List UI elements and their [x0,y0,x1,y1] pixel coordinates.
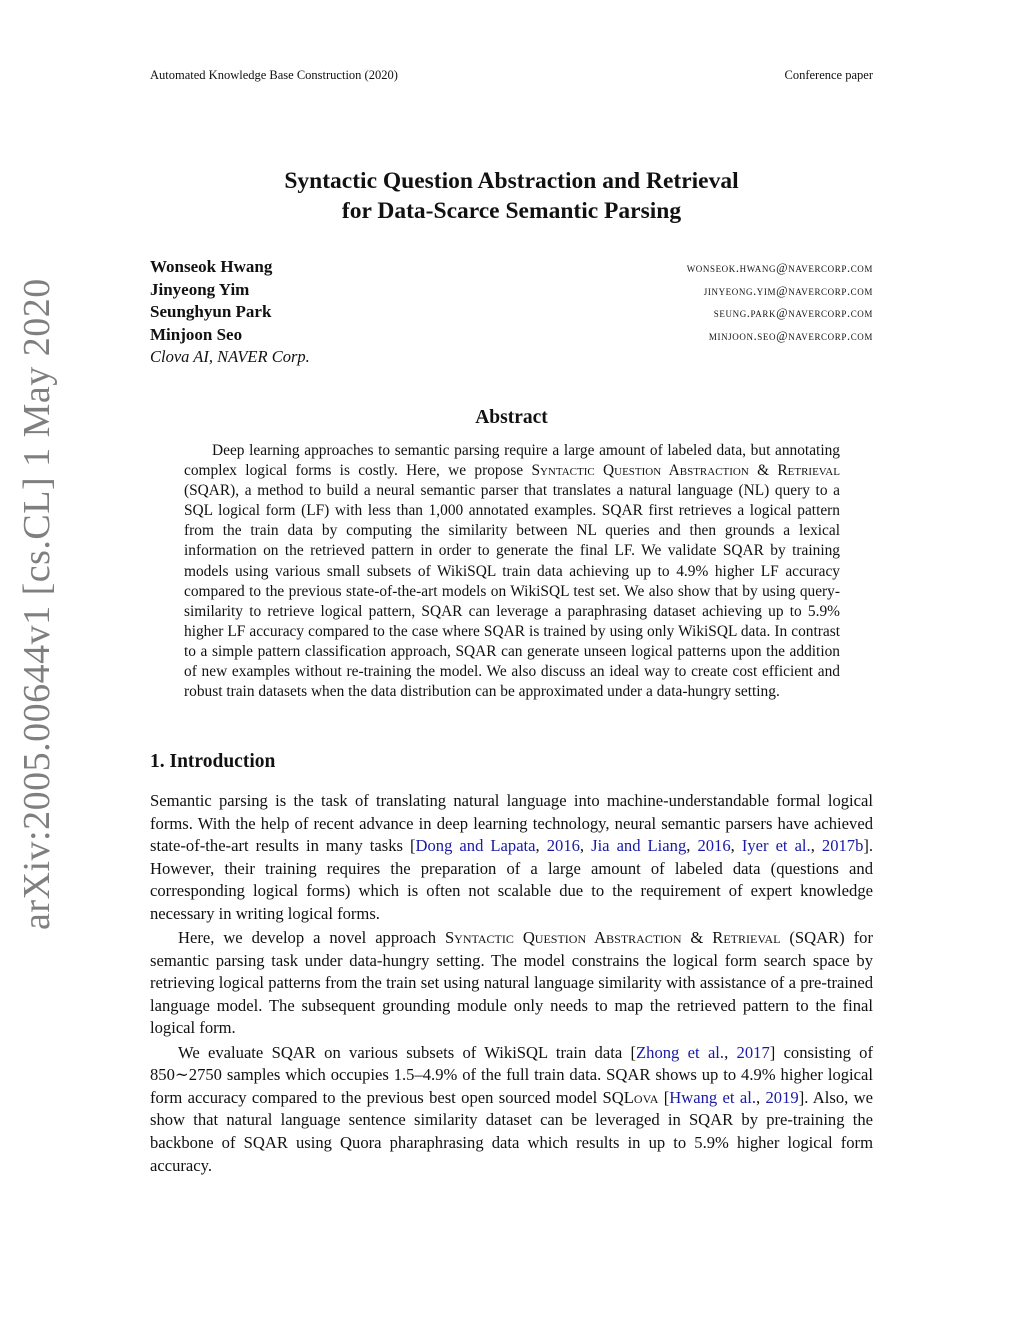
text-run: , [686,836,698,856]
author-email: minjoon.seo@navercorp.com [708,328,873,343]
author-email: jinyeong.yim@navercorp.com [703,283,873,298]
citation-link[interactable]: Iyer et al. [741,836,811,856]
citation-year-link[interactable]: 2016 [546,836,580,856]
author-email: seung.park@navercorp.com [713,306,873,320]
author-row [150,302,873,325]
affiliation: Clova AI, NAVER Corp. [150,347,310,366]
running-head-venue: Automated Knowledge Base Construction (2020) [150,68,398,82]
text-run: [ [658,1087,670,1107]
abstract-text [184,441,840,702]
text-run: , [810,836,822,856]
text-run: ] consisting of 850∼2750 samples which occupies 1.5–4.9% of the full train data. SQAR shows up to 4.9% higher logical form accuracy compared to the previous best open sourced model SQL [150,1042,873,1107]
text-run: Semantic parsing is the task of translating natural language into machine-understandable formal logical forms. With the help of recent advance in deep learning technology, neural semantic parsers have achieved state-of-the-art results in many tasks [ [150,791,873,856]
title-line-1: Syntactic Question Abstraction and Retrieval [284,168,739,194]
introduction-body [150,790,873,1179]
arxiv-stamp: arXiv:2005.00644v1 [cs.CL] 1 May 2020 [16,278,58,930]
citation-year-link[interactable]: 2016 [697,836,731,856]
author-row [150,280,873,303]
text-run: ]. Also, we show that natural language sentence similarity dataset can be leveraged in SQAR by pre-training the backbone of SQAR using Quora pharaphrasing data which results in up to 5.9% higher logical form accuracy. [150,1087,873,1175]
abstract-heading: Abstract [475,407,548,428]
paper-title [150,166,873,226]
intro-paragraph-2 [150,927,873,1040]
author-name: Seunghyun Park [150,302,272,321]
author-name: Jinyeong Yim [150,279,250,299]
abstract-part: (SQAR), a method to build a neural semantic parser that translates a natural language (NL) query to a SQL logical form (LF) with less than 1,000 annotated examples. SQAR first retrieves a logical pattern from the train data by computing the similarity between NL queries and then grounds a lexical information on the retrieved pattern in order to generate the final LF. We validate SQAR by training models using various small subsets of WikiSQL train data achieving up to 4.9% higher LF accuracy compared to the previous state-of-the-art models on WikiSQL test set. We also show that by using query-similarity to retrieve logical pattern, SQAR can leverage a paraphrasing dataset achieving up to 5.9% higher LF accuracy compared to the case where SQAR is trained by using only WikiSQL data. In contrast to a simple pattern classification approach, SQAR can generate unseen logical patterns upon the addition of new examples without re-training the model. We also discuss an ideal way to create cost efficient and robust train datasets when the data distribution can be approximated under a data-hungry setting. [184,482,840,701]
text-run: , [730,836,742,856]
citation-year-link[interactable]: 2017 [736,1042,770,1062]
citation-link[interactable]: Hwang et al. [669,1087,756,1107]
intro-paragraph-3 [150,1042,873,1178]
text-run: ]. However, their training requires the preparation of a large amount of labeled data (questions and corresponding logical forms) which is often not scalable due to the requirement of expert knowledge necessary in writing logical forms. [150,836,874,923]
citation-link[interactable]: Jia and Liang [591,836,687,856]
author-row [150,257,873,280]
text-run: , [724,1042,737,1062]
abstract-part: Deep learning approaches to semantic parsing require a large amount of labeled data, but annotating complex logical forms is costly. Here, we propose [184,442,840,480]
text-run: Here, we develop a novel approach [178,928,445,948]
author-block [150,257,873,369]
citation-year-link[interactable]: 2017b [821,836,864,856]
text-run: , [755,1087,766,1107]
title-line-2: for Data-Scarce Semantic Parsing [341,198,682,224]
citation-year-link[interactable]: 2019 [765,1087,799,1107]
text-run: We evaluate SQAR on various subsets of WikiSQL train data [ [178,1042,637,1062]
text-run: , [579,836,592,856]
sqlova-suffix: ova [633,1087,659,1107]
citation-link[interactable]: Zhong et al. [636,1042,725,1062]
author-row [150,325,873,348]
running-head-type: Conference paper [784,68,873,82]
author-name: Minjoon Seo [150,324,243,344]
intro-paragraph-1 [150,790,873,926]
text-run: (SQAR) for semantic parsing task under data-hungry setting. The model constrains the logical form search space by retrieving logical patterns from the train set using natural language similarity with assistance of a pre-trained language model. The subsequent grounding module only needs to map the retrieved pattern to the final logical form. [150,928,873,1038]
text-run: , [535,836,547,856]
section-heading-introduction: 1. Introduction [150,751,276,772]
running-head [150,68,873,83]
author-name: Wonseok Hwang [150,257,273,276]
method-name: Syntactic Question Abstraction & Retrieval [531,462,840,480]
method-name: Syntactic Question Abstraction & Retrieval [444,928,781,948]
citation-link[interactable]: Dong and Lapata [415,836,536,856]
author-email: wonseok.hwang@navercorp.com [686,261,873,275]
